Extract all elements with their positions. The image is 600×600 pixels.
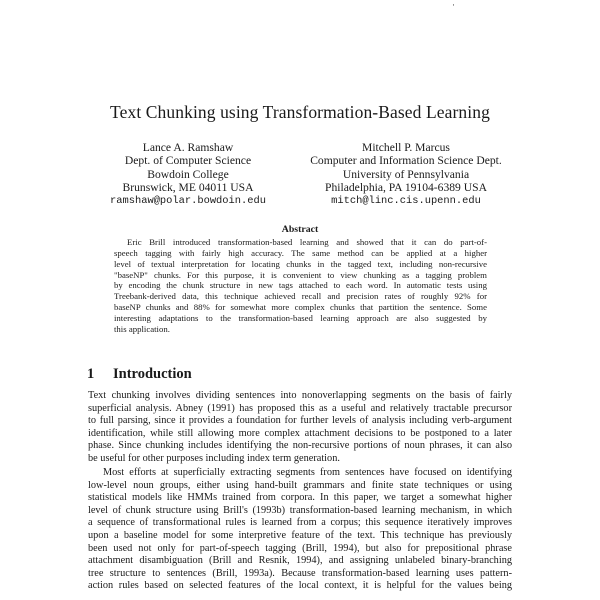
abstract-line: level of textual interpretation for locating chunks in the tagged text, including non-recursive — [114, 258, 487, 269]
abstract-line: "baseNP" chunks. For this purpose, it is convenient to view chunking as a tagging problem — [114, 269, 487, 280]
section-title: Introduction — [113, 366, 192, 382]
body-line: action rules based on selected features of the local context, it is helpful for the values being — [88, 580, 512, 592]
body-line: to full parsing, since it provides a foundation for further levels of analysis including verb-argument — [88, 415, 512, 427]
author-block-2 — [288, 141, 524, 208]
abstract-line: this application. — [114, 323, 170, 334]
body-line: statistical models like HMMs trained from corpora. In this paper, we target a somewhat higher — [88, 492, 512, 504]
author-name: Mitchell P. Marcus — [362, 141, 450, 154]
author-institution: University of Pennsylvania — [342, 167, 470, 181]
abstract-line: Eric Brill introduced transformation-based learning and showed that it can do part-of- — [127, 237, 487, 247]
body-line: low-level noun groups, either using hand-built grammars and finite state techniques or using — [88, 479, 512, 491]
body-line: attachment disambiguation (Brill and Resnik, 1994), and assigning unlabeled binary-branching — [88, 555, 512, 567]
body-line: a sequence of transformational rules is learned from a corpus; this sequence iteratively improves — [88, 517, 512, 529]
body-line: Text chunking involves dividing sentences into nonoverlapping segments on the basis of fairly — [88, 390, 512, 401]
section-heading — [87, 366, 192, 383]
abstract-line: baseNP chunks and 88% for somewhat more complex chunks that partition the sentence. Some — [114, 302, 487, 313]
abstract-body — [114, 237, 487, 335]
abstract-line: by encoding the chunk structure in new tags attached to each word. In automatic tests using — [114, 280, 487, 291]
author-block-1 — [88, 141, 288, 208]
author-address: Philadelphia, PA 19104-6389 USA — [325, 181, 487, 195]
body-line: identification, while still allowing more complex attachment decisions to be postponed to a later — [88, 427, 512, 439]
author-dept: Computer and Information Science Dept. — [310, 154, 502, 168]
paper-title: Text Chunking using Transformation-Based Learning — [110, 102, 490, 122]
author-email: mitch@linc.cis.upenn.edu — [331, 194, 481, 207]
body-line: upon a baseline model for some interpretive feature of the text. This technique has previously — [88, 530, 512, 542]
body-line: been used not only for part-of-speech tagging (Brill, 1994), but also for prepositional phrase — [88, 542, 512, 554]
body-line: superficial analysis. Abney (1991) has proposed this as a useful and relatively tractable precursor — [88, 402, 512, 414]
author-dept: Dept. of Computer Science — [124, 154, 252, 168]
author-institution: Bowdoin College — [147, 167, 229, 181]
author-address: Brunswick, ME 04011 USA — [122, 181, 254, 195]
abstract-line: Treebank-derived data, this technique achieved recall and precision rates of roughly 92% for — [114, 291, 487, 302]
author-name: Lance A. Ramshaw — [142, 141, 234, 154]
body-line: be useful for other purposes including index term generation. — [88, 452, 340, 464]
section-body — [88, 390, 512, 593]
body-line: phase. Since chunking includes identifying the non-recursive portions of noun phrases, it can also — [88, 440, 512, 452]
author-email: ramshaw@polar.bowdoin.edu — [110, 194, 266, 207]
scan-speck: · — [452, 0, 455, 10]
abstract-line: interesting adaptations to the transformation-based learning approach are also suggested by — [114, 312, 487, 323]
abstract-line: speech tagging with fairly high accuracy. The same method can be applied at a higher — [114, 247, 487, 258]
abstract-heading: Abstract — [281, 224, 319, 235]
section-number: 1 — [87, 366, 95, 382]
body-line: level of chunk structure using Brill's (1993b) transformation-based learning mechanism, in which — [88, 504, 512, 516]
body-line: tree structure to sentences (Brill, 1993a). Because transformation-based learning uses pattern- — [88, 567, 512, 579]
body-line: Most efforts at superficially extracting segments from sentences have focused on identifying — [103, 467, 512, 479]
